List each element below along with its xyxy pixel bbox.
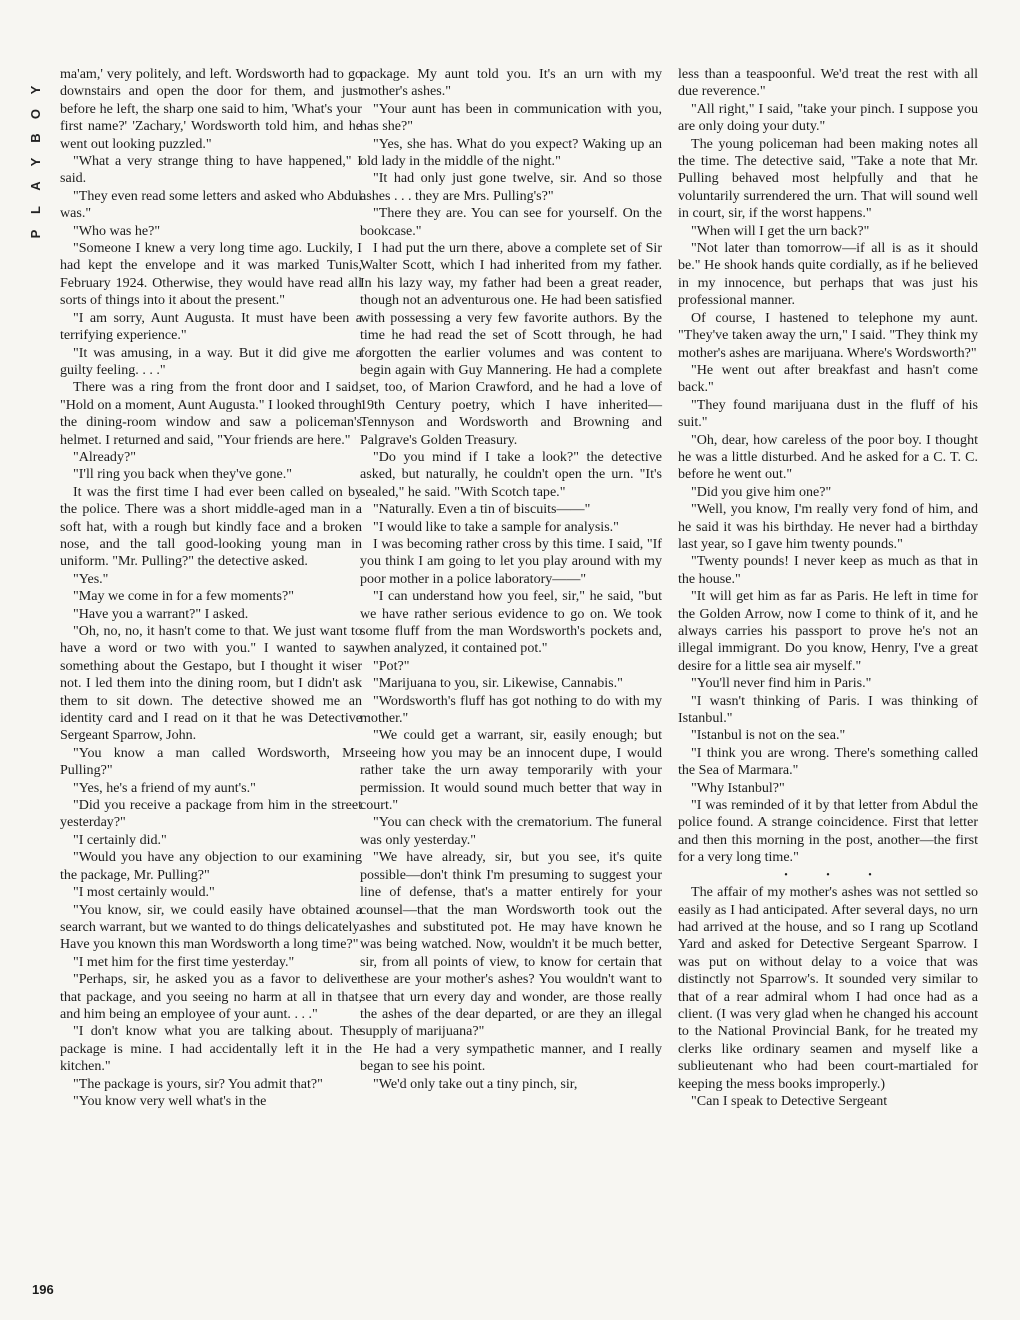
- paragraph: "I can understand how you feel, sir," he said, "but we have rather serious evidence to go on. We took some fluff from the man Wordsworth's pockets and, when analyzed, it contained pot.": [360, 588, 662, 657]
- paragraph: "It had only just gone twelve, sir. And so those ashes . . . they are Mrs. Pulling's?": [360, 170, 662, 204]
- paragraph: "I think you are wrong. There's something called the Sea of Marmara.": [678, 744, 978, 779]
- paragraph: "We have already, sir, but you see, it's quite possible—don't think I'm presuming to suggest your line of defense, that's a matter entirely for your counsel—that the man Wordsworth took out the ashes and substituted pot. He may have known he was being watched. Now, wouldn't it be much better, sir, from all points of view, to know for certain that these are your mother's ashes? You wouldn't want to see that urn every day and wonder, are those really the ashes of the dear departed, or are they an illegal supply of marijuana?": [360, 849, 662, 1040]
- paragraph: "May we come in for a few moments?": [73, 588, 294, 605]
- paragraph: "Yes.": [73, 570, 109, 587]
- paragraph: "Oh, no, no, it hasn't come to that. We just want to have a word or two with you." I wanted to say something about the Gestapo, but I thought it wiser not. I led them into the dining room, but I didn't ask them to sit down. The detective showed me an identity card and I read on it that he was Detective Sergeant Sparrow, John.: [60, 623, 362, 744]
- paragraph: "Yes, he's a friend of my aunt's.": [73, 779, 256, 796]
- magazine-side-title: [26, 78, 46, 246]
- paragraph: package. My aunt told you. It's an urn with my mother's ashes.": [360, 66, 662, 100]
- paragraph: "They found marijuana dust in the fluff of his suit.": [678, 396, 978, 431]
- paragraph: "Well, you know, I'm really very fond of him, and he said it was his birthday. He never had a birthday last year, so I gave him twenty pounds.": [678, 501, 978, 552]
- text-column-2: [360, 66, 662, 1093]
- paragraph: "I met him for the first time yesterday.": [73, 953, 295, 970]
- paragraph: "Can I speak to Detective Sergeant: [691, 1092, 888, 1109]
- paragraph: "Pot?": [373, 657, 410, 674]
- paragraph: "Did you receive a package from him in the street yesterday?": [60, 797, 362, 831]
- paragraph: "They even read some letters and asked who Abdul was.": [60, 187, 362, 222]
- paragraph: "It was amusing, in a way. But it did give me a guilty feeling. . . .": [60, 344, 362, 378]
- paragraph: The young policeman had been making notes all the time. The detective said, "Take a note that Mr. Pulling behaved most helpfully and that he voluntarily surrendered the urn. That will sound well in court, sir, if the worst happens.": [678, 135, 978, 222]
- paragraph: He had a very sympathetic manner, and I really began to see his point.: [360, 1040, 662, 1075]
- paragraph: "Twenty pounds! I never keep as much as that in the house.": [678, 553, 978, 587]
- paragraph: Of course, I hastened to telephone my aunt. "They've taken away the urn," I said. "They think my mother's ashes are marijuana. Where's Wordsworth?": [678, 309, 978, 361]
- text-column-1: [60, 66, 362, 1110]
- paragraph: "I was reminded of it by that letter from Abdul the police found. A strange coincidence. First that letter and then this morning in the post, another—the first for a very long time.": [678, 797, 978, 866]
- paragraph: "Not later than tomorrow—if all is as it should be." He shook hands quite cordially, as if he believed in my innocence, but perhaps that was just his professional manner.: [678, 240, 978, 309]
- side-title-letter: A: [28, 181, 43, 191]
- paragraph: "I am sorry, Aunt Augusta. It must have been a terrifying experience.": [60, 309, 362, 344]
- paragraph: "Already?": [73, 448, 136, 465]
- paragraph: "Would you have any objection to our examining the package, Mr. Pulling?": [60, 849, 362, 883]
- paragraph: • • •: [784, 869, 890, 881]
- paragraph: "Your aunt has been in communication with you, has she?": [360, 100, 662, 135]
- paragraph: "Wordsworth's fluff has got nothing to do with my mother.": [360, 692, 662, 727]
- side-title-letter: L: [28, 206, 43, 214]
- paragraph: "Marijuana to you, sir. Likewise, Cannabis.": [373, 675, 623, 692]
- paragraph: "There they are. You can see for yourself. On the bookcase.": [360, 205, 662, 239]
- paragraph: "The package is yours, sir? You admit that?": [73, 1075, 323, 1092]
- paragraph: "Yes, she has. What do you expect? Waking up an old lady in the middle of the night.": [360, 135, 662, 170]
- paragraph: "I don't know what you are talking about. The package is mine. I had accidentally left it in the kitchen.": [60, 1023, 362, 1075]
- paragraph: "Oh, dear, how careless of the poor boy. I thought he was a little disturbed. And he asked for a C. T. C. before he went out.": [678, 431, 978, 483]
- paragraph: "I wasn't thinking of Paris. I was thinking of Istanbul.": [678, 692, 978, 727]
- paragraph: ma'am,' very politely, and left. Wordsworth had to go downstairs and open the door for them, and just before he left, the sharp one said to him, 'What's your first name?' 'Zachary,' Wordsworth told him, and he went out looking puzzled.": [60, 66, 362, 152]
- paragraph: "Naturally. Even a tin of biscuits——": [373, 501, 591, 518]
- paragraph: "You know, sir, we could easily have obtained a search warrant, but we wanted to do things delicately. Have you known this man Wordsworth a long time?": [60, 901, 362, 953]
- paragraph: "What a very strange thing to have happened," I said.: [60, 153, 362, 187]
- paragraph: "All right," I said, "take your pinch. I suppose you are only doing your duty.": [678, 100, 978, 135]
- paragraph: "We'd only take out a tiny pinch, sir,: [373, 1075, 578, 1092]
- paragraph: "Have you a warrant?" I asked.: [73, 605, 249, 622]
- paragraph: "You'll never find him in Paris.": [691, 675, 872, 692]
- paragraph: "He went out after breakfast and hasn't come back.": [678, 361, 978, 396]
- paragraph: "Why Istanbul?": [691, 779, 785, 796]
- paragraph: "You know a man called Wordsworth, Mr. Pulling?": [60, 744, 362, 779]
- paragraph: "When will I get the urn back?": [691, 222, 870, 239]
- paragraph: "Someone I knew a very long time ago. Luckily, I had kept the envelope and it was marked Tunis, February 1924. Otherwise, they would have read all sorts of things into it about the present.": [60, 240, 362, 309]
- paragraph: "It will get him as far as Paris. He left in time for the Golden Arrow, now I come to think of it, and he always carries his passport to prove he's not an illegal immigrant. Do you know, Henry, I've a great desire for a little sea air myself.": [678, 588, 978, 674]
- paragraph: "Perhaps, sir, he asked you as a favor to deliver that package, and you seeing no harm at all in that, and him being an employee of your aunt. . . .": [60, 971, 362, 1022]
- text-column-3: [678, 66, 978, 1110]
- paragraph: "I most certainly would.": [73, 884, 215, 901]
- paragraph: "I certainly did.": [73, 831, 167, 848]
- side-title-letter: B: [28, 133, 43, 143]
- paragraph: I had put the urn there, above a complete set of Sir Walter Scott, which I had inherited from my father. In his lazy way, my father had been a great reader, though not an adventurous one. He had been satisfied with possessing a very few favorite authors. By the time he had read the set of Scott through, he had forgotten the earlier volumes and was content to begin again with Guy Mannering. He had a complete set, too, of Marion Crawford, and he had a love of 19th Century poetry, which I have inherited—Tennyson and Wordsworth and Browning and Palgrave's Golden Treasury.: [360, 240, 662, 448]
- side-title-letter: Y: [28, 157, 43, 167]
- paragraph: "Do you mind if I take a look?" the detective asked, but naturally, he couldn't open the urn. "It's sealed," he said. "With Scotch tape.": [360, 448, 662, 500]
- paragraph: There was a ring from the front door and I said, "Hold on a moment, Aunt Augusta." I looked through the dining-room window and saw a policeman's helmet. I returned and said, "Your friends are here.": [60, 379, 362, 448]
- side-title-letter: Y: [28, 85, 43, 95]
- paragraph: "I'll ring you back when they've gone.": [73, 466, 292, 483]
- paragraph: "Who was he?": [73, 222, 161, 239]
- paragraph: "Istanbul is not on the sea.": [691, 727, 846, 744]
- paragraph: It was the first time I had ever been called on by the police. There was a short middle-aged man in a soft hat, with a rough but kindly face and a broken nose, and the tall good-looking young man in uniform. "Mr. Pulling?" the detective asked.: [60, 483, 362, 570]
- paragraph: "You know very well what's in the: [73, 1092, 267, 1109]
- paragraph: "Did you give him one?": [691, 483, 832, 500]
- paragraph: I was becoming rather cross by this time. I said, "If you think I am going to let you play around with my poor mother in a police laboratory——": [360, 535, 662, 587]
- paragraph: "We could get a warrant, sir, easily enough; but seeing how you may be an innocent dupe, I would rather take the urn away temporarily with your permission. It would sound much better that way in court.": [360, 727, 662, 814]
- paragraph: less than a teaspoonful. We'd treat the rest with all due reverence.": [678, 66, 978, 100]
- page-number: 196: [32, 1282, 54, 1297]
- paragraph: "You can check with the crematorium. The funeral was only yesterday.": [360, 814, 662, 848]
- paragraph: "I would like to take a sample for analysis.": [373, 518, 619, 535]
- paragraph: The affair of my mother's ashes was not settled so easily as I had anticipated. After several days, no urn had arrived at the house, and so I rang up Scotland Yard and asked for Detective Sergeant Sparrow. I was put on without delay to a voice that was distinctly not Sparrow's. It sounded very similar to that of a rear admiral whom I had once had as a client. (I was very glad when he changed his account to the National Provincial Bank, for he treated my clerks like ordinary seamen and myself like a sublieutenant who had been court-martialed for keeping the mess books improperly.): [678, 884, 978, 1092]
- side-title-letter: O: [28, 108, 43, 120]
- side-title-letter: P: [28, 229, 43, 239]
